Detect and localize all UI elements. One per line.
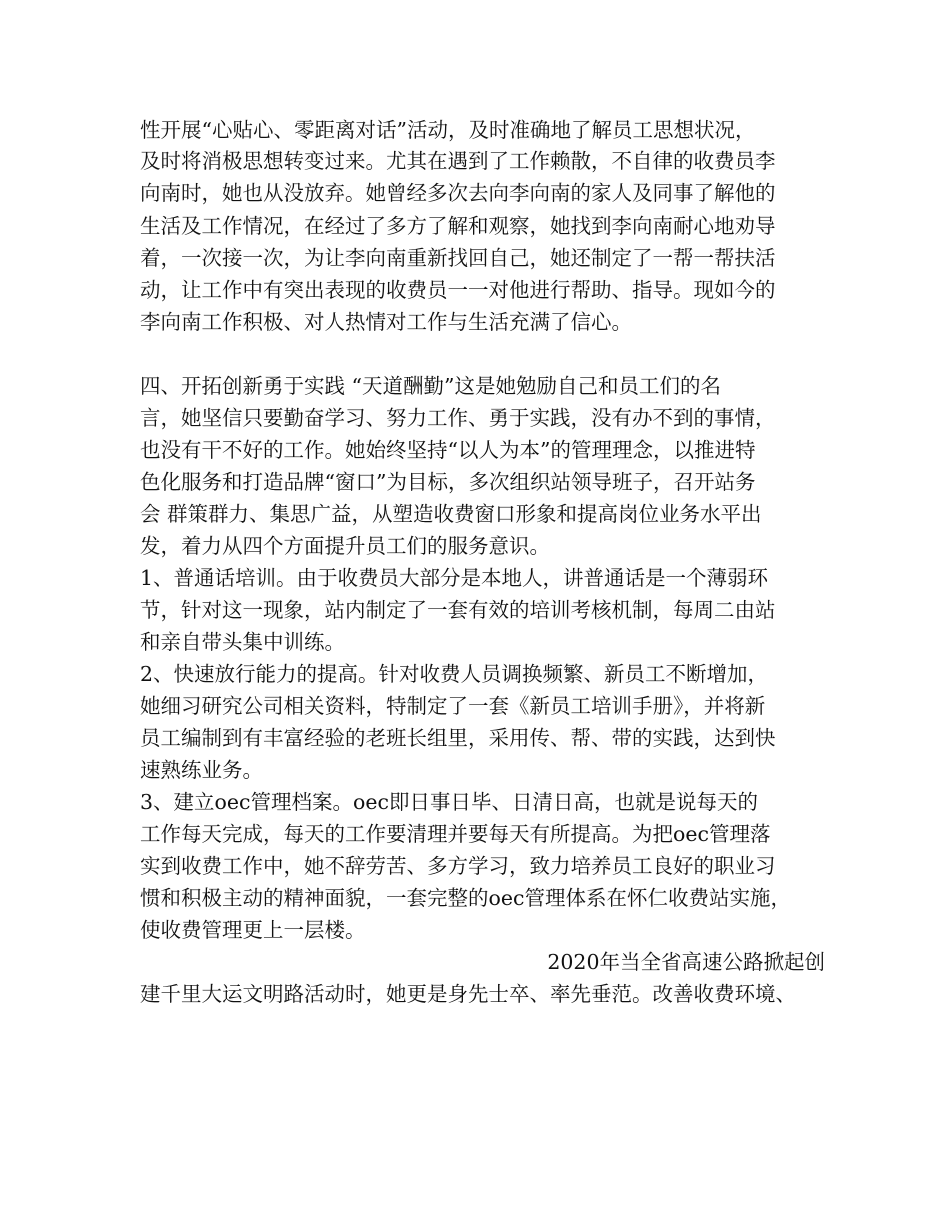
text-line: 实到收费工作中，她不辞劳苦、多方学习，致力培养员工良好的职业习 xyxy=(140,854,776,878)
text-line: 会 群策群力、集思广益，从塑造收费窗口形象和提高岗位业务水平出 xyxy=(140,502,762,526)
text-line-right-aligned: 2020年当全省高速公路掀起创 xyxy=(547,950,825,974)
text-line: 惯和积极主动的精神面貌，一套完整的oec管理体系在怀仁收费站实施， xyxy=(140,886,791,910)
text-line: 使收费管理更上一层楼。 xyxy=(140,918,366,942)
text-line: 向南时，她也从没放弃。她曾经多次去向李向南的家人及同事了解他的 xyxy=(140,181,776,205)
text-line: 性开展“心贴心、零距离对话”活动，及时准确地了解员工思想状况， xyxy=(140,118,756,142)
text-line: 她细习研究公司相关资料，特制定了一套《新员工培训手册》，并将新 xyxy=(140,694,766,718)
text-line: 2、快速放行能力的提高。针对收费人员调换频繁、新员工不断增加， xyxy=(140,662,769,686)
text-line: 及时将消极思想转变过来。尤其在遇到了工作赖散，不自律的收费员李 xyxy=(140,149,776,173)
text-line: 节，针对这一现象，站内制定了一套有效的培训考核机制，每周二由站 xyxy=(140,598,776,622)
text-line: 1、普通话培训。由于收费员大部分是本地人，讲普通话是一个薄弱环 xyxy=(140,566,769,590)
text-line: 着，一次接一次，为让李向南重新找回自己，她还制定了一帮一帮扶活 xyxy=(140,246,776,270)
text-line: 也没有干不好的工作。她始终坚持“以人为本”的管理理念，以推进特 xyxy=(140,438,756,462)
text-line: 建千里大运文明路活动时，她更是身先士卒、率先垂范。改善收费环境、 xyxy=(140,982,796,1006)
text-line: 员工编制到有丰富经验的老班长组里，采用传、帮、带的实践，达到快 xyxy=(140,726,776,750)
text-line: 和亲自带头集中训练。 xyxy=(140,630,345,654)
text-line: 工作每天完成，每天的工作要清理并要每天有所提高。为把oec管理落 xyxy=(140,822,771,846)
text-line: 言，她坚信只要勤奋学习、努力工作、勇于实践，没有办不到的事情， xyxy=(140,406,776,430)
text-line: 3、建立oec管理档案。oec即日事日毕、日清日高，也就是说每天的 xyxy=(140,790,758,814)
text-line: 李向南工作积极、对人热情对工作与生活充满了信心。 xyxy=(140,310,632,334)
text-line: 生活及工作情况，在经过了多方了解和观察，她找到李向南耐心地劝导 xyxy=(140,214,776,238)
text-line: 速熟练业务。 xyxy=(140,758,263,782)
text-line: 动，让工作中有突出表现的收费员一一对他进行帮助、指导。现如今的 xyxy=(140,278,776,302)
text-line: 色化服务和打造品牌“窗口”为目标，多次组织站领导班子，召开站务 xyxy=(140,470,756,494)
text-line: 四、开拓创新勇于实践 “天道酬勤”这是她勉励自己和员工们的名 xyxy=(140,374,721,398)
text-line: 发，着力从四个方面提升员工们的服务意识。 xyxy=(140,534,550,558)
